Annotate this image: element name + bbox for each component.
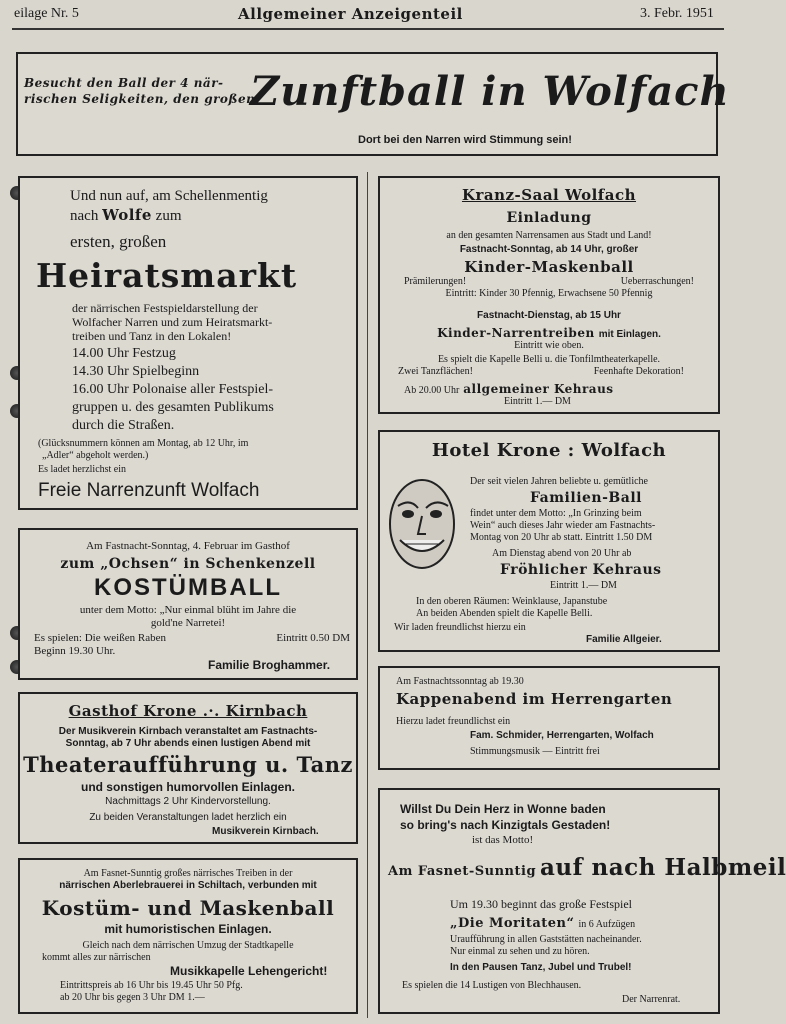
kranz-line3: Prämilerungen! Ueberraschungen! xyxy=(404,276,694,287)
halbmeil-line2: so bring's nach Kinzigtals Gestaden! xyxy=(400,818,611,832)
heirat-signature: Freie Narrenzunft Wolfach xyxy=(38,480,260,501)
halbmeil-big: Am Fasnet-Sunntig auf nach Halbmeil xyxy=(388,854,786,881)
halbmeil-line5: „Die Moritaten“ in 6 Aufzügen xyxy=(450,916,636,931)
heirat-title: Heiratsmarkt xyxy=(36,256,298,295)
krone-title: Hotel Krone : Wolfach xyxy=(431,440,667,461)
kranz-line4: Eintritt: Kinder 30 Pfennig, Erwachsene 50 Pfennig xyxy=(445,288,653,299)
heirat-time1: 14.00 Uhr Festzug xyxy=(72,346,176,361)
krone-line7: In den oberen Räumen: Weinklause, Japanstube xyxy=(416,596,608,607)
header-rule xyxy=(12,28,724,30)
banner-left-line2: rischen Seligkeiten, den großen xyxy=(24,92,256,106)
ad-hotelkrone xyxy=(378,430,720,652)
krone-line1: Der seit vielen Jahren beliebte u. gemütliche xyxy=(470,476,648,487)
kostuem-line6: Beginn 19.30 Uhr. xyxy=(34,645,116,657)
ad-kostuemball xyxy=(18,528,358,680)
kostuem-line1: Am Fastnacht-Sonntag, 4. Februar im Gasthof xyxy=(86,540,290,552)
heirat-desc3: treiben und Tanz in den Lokalen! xyxy=(72,329,232,343)
heirat-time3: 16.00 Uhr Polonaise aller Festspiel- xyxy=(72,382,274,397)
kirnbach-title: Gasthof Krone .·. Kirnbach xyxy=(68,702,308,720)
ad-kranzsaal xyxy=(378,176,720,414)
column-divider xyxy=(367,172,368,1018)
kranz-big1: Kinder-Maskenball xyxy=(464,258,634,276)
herren-line1: Am Fastnachtssonntag ab 19.30 xyxy=(396,676,524,687)
halbmeil-line7: Nur einmal zu sehen und zu hören. xyxy=(450,946,590,957)
kranz-line1: an den gesamten Narrensamen aus Stadt und Land! xyxy=(446,230,652,241)
heirat-desc2: Wolfacher Narren und zum Heiratsmarkt- xyxy=(72,315,273,329)
schiltach-line8: ab 20 Uhr bis gegen 3 Uhr DM 1.— xyxy=(60,992,205,1003)
kranz-title: Kranz-Saal Wolfach xyxy=(461,186,637,204)
kirnbach-big: Theateraufführung u. Tanz xyxy=(23,752,353,777)
halbmeil-line6: Uraufführung in allen Gaststätten nacheinander. xyxy=(450,934,642,945)
krone-line6: Eintritt 1.— DM xyxy=(550,580,617,591)
krone-signature: Familie Allgeier. xyxy=(586,634,662,645)
heirat-time2: 14.30 Uhr Spielbeginn xyxy=(72,364,200,379)
heirat-note1: (Glücksnummern können am Montag, ab 12 Uhr, im xyxy=(38,438,249,449)
heirat-note2: „Adler“ abgeholt werden.) xyxy=(42,450,149,461)
kostuem-signature: Familie Broghammer. xyxy=(208,658,331,672)
krone-big1: Familien-Ball xyxy=(530,490,642,506)
krone-line5: Am Dienstag abend von 20 Uhr ab xyxy=(492,548,632,559)
kranz-line9: Ab 20.00 Uhr allgemeiner Kehraus xyxy=(404,382,614,396)
herren-line3: Fam. Schmider, Herrengarten, Wolfach xyxy=(470,730,654,741)
halbmeil-line8: In den Pausen Tanz, Jubel und Trubel! xyxy=(450,962,632,973)
jester-mask-illustration xyxy=(386,476,458,572)
heirat-line1: Und nun auf, am Schellenmentig xyxy=(70,188,268,204)
kranz-line7: Es spielt die Kapelle Belli u. die Tonfilmtheaterkapelle. xyxy=(437,354,661,365)
kirnbach-line2: Sonntag, ab 7 Uhr abends einen lustigen Abend mit xyxy=(65,738,311,749)
schiltach-line7: Eintrittspreis ab 16 Uhr bis 19.45 Uhr 50 Pfg. xyxy=(60,980,243,991)
section-title: Allgemeiner Anzeigenteil xyxy=(238,5,463,23)
krone-line8: An beiden Abenden spielt die Kapelle Belli. xyxy=(416,608,593,619)
heirat-desc1: der närrischen Festspieldarstellung der xyxy=(72,301,258,315)
heirat-time5: durch die Straßen. xyxy=(72,418,175,433)
krone-line3: Wein“ auch dieses Jahr wieder am Fastnachts- xyxy=(470,520,656,531)
ad-herrengarten xyxy=(378,666,720,770)
kranz-line8: Zwei Tanzflächen! Feenhafte Dekoration! xyxy=(398,366,684,377)
halbmeil-signature: Der Narrenrat. xyxy=(622,994,681,1005)
krone-line4: Montag von 20 Uhr ab statt. Eintritt 1.50 DM xyxy=(470,532,653,543)
kostuem-line5: Es spielen: Die weißen Raben Eintritt 0.50 DM xyxy=(34,632,350,644)
heirat-note3: Es ladet herzlichst ein xyxy=(38,464,127,475)
kranz-line5: Fastnacht-Dienstag, ab 15 Uhr xyxy=(477,310,621,321)
kranz-line6: Eintritt wie oben. xyxy=(514,340,584,351)
schiltach-line3: mit humoristischen Einlagen. xyxy=(104,922,272,936)
krone-line9: Wir laden freundlichst hierzu ein xyxy=(394,622,526,633)
banner-title: Zunftball in Wolfach xyxy=(250,68,730,115)
schiltach-line6: Musikkapelle Lehengericht! xyxy=(170,964,328,978)
kostuem-line4: gold'ne Narretei! xyxy=(150,617,226,629)
kirnbach-signature: Musikverein Kirnbach. xyxy=(212,826,319,837)
kirnbach-line4: Nachmittags 2 Uhr Kindervorstellung. xyxy=(105,796,271,807)
halbmeil-line9: Es spielen die 14 Lustigen von Blechhausen. xyxy=(402,980,582,991)
herren-title: Kappenabend im Herrengarten xyxy=(396,690,673,708)
kostuem-line3: unter dem Motto: „Nur einmal blüht im Jahre die xyxy=(79,604,297,616)
krone-big2: Fröhlicher Kehraus xyxy=(500,562,662,578)
ad-schiltach xyxy=(18,858,358,1014)
kranz-sub: Einladung xyxy=(506,210,592,226)
banner-ad xyxy=(16,52,730,156)
kirnbach-line3: und sonstigen humorvollen Einlagen. xyxy=(80,780,295,794)
kranz-line2: Fastnacht-Sonntag, ab 14 Uhr, großer xyxy=(459,244,639,255)
kranz-line10: Eintritt 1.— DM xyxy=(504,396,571,407)
schiltach-line2: närrischen Aberlebrauerei in Schiltach, verbunden mit xyxy=(59,880,317,891)
kostuem-title: KOSTÜMBALL xyxy=(94,574,282,601)
kirnbach-line1: Der Musikverein Kirnbach veranstaltet am Fastnachts- xyxy=(58,726,318,737)
heirat-line3: ersten, großen xyxy=(70,232,167,251)
halbmeil-line3: ist das Motto! xyxy=(472,834,534,846)
herren-line4: Stimmungsmusik — Eintritt frei xyxy=(470,746,600,757)
herren-line2: Hierzu ladet freundlichst ein xyxy=(396,716,511,727)
ad-heiratsmarkt xyxy=(18,176,358,510)
banner-left-line1: Besucht den Ball der 4 när- xyxy=(24,76,224,90)
krone-line2: findet unter dem Motto: „In Grinzing beim xyxy=(470,508,642,519)
ad-halbmeil xyxy=(378,788,786,1014)
kranz-line-big2: Kinder-Narrentreiben mit Einlagen. xyxy=(437,326,661,340)
halbmeil-line4: Um 19.30 beginnt das große Festspiel xyxy=(450,897,632,911)
ad-kirnbach xyxy=(18,692,358,844)
schiltach-line1: Am Fasnet-Sunntig großes närrisches Treiben in der xyxy=(83,868,293,879)
schiltach-big: Kostüm- und Maskenball xyxy=(41,896,335,920)
kostuem-line2: zum „Ochsen“ in Schenkenzell xyxy=(60,556,316,572)
heirat-line2: nach Wolfe zum xyxy=(70,206,182,224)
heirat-time4: gruppen u. des gesamten Publikums xyxy=(72,400,274,415)
kirnbach-line5: Zu beiden Veranstaltungen ladet herzlich ein xyxy=(89,812,287,823)
issue-date: 3. Febr. 1951 xyxy=(640,6,714,21)
schiltach-line4: Gleich nach dem närrischen Umzug der Stadtkapelle xyxy=(82,940,294,951)
banner-subtitle: Dort bei den Narren wird Stimmung sein! xyxy=(358,134,572,146)
halbmeil-line1: Willst Du Dein Herz in Wonne baden xyxy=(400,802,606,816)
schiltach-line5: kommt alles zur närrischen xyxy=(42,952,151,963)
page-label: eilage Nr. 5 xyxy=(14,6,79,21)
